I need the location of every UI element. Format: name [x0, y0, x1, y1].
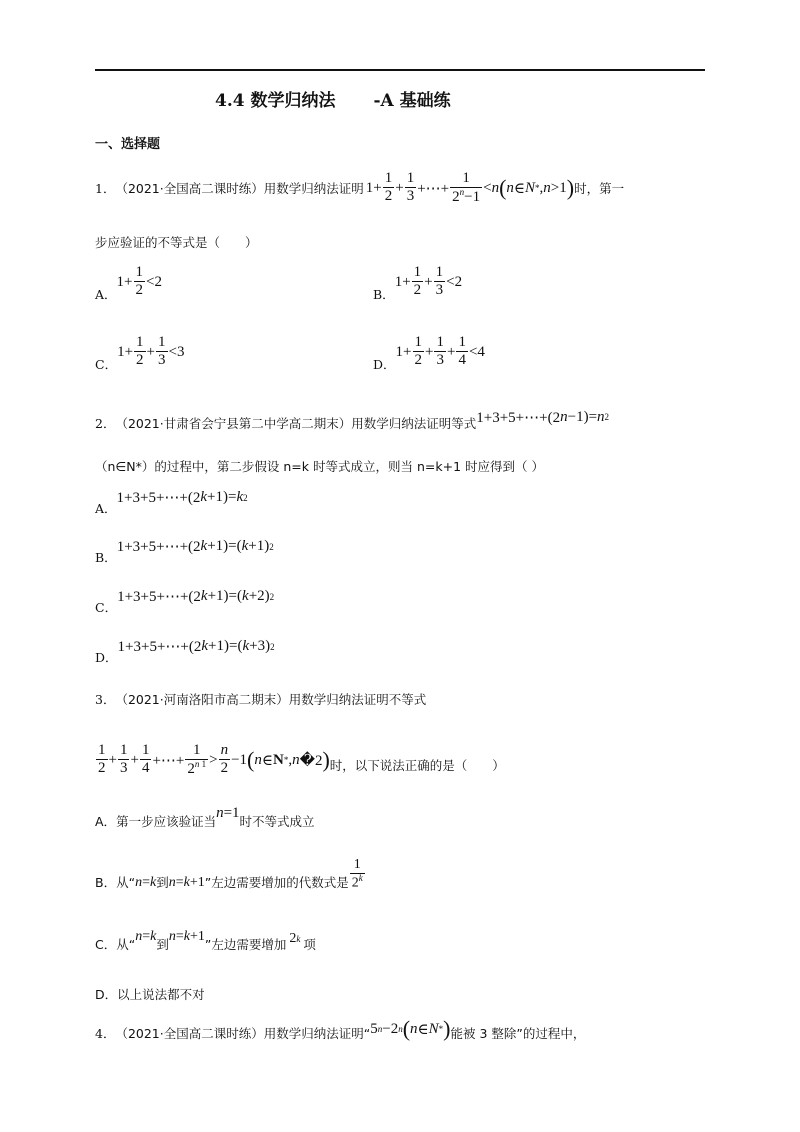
question-source: （2021·河南洛阳市高二期末） [115, 692, 289, 707]
option-label: B． [95, 874, 117, 890]
option-formula: 1+ $\frac{1}{2}$ + $\frac{1}{3}$ <2 [394, 264, 463, 299]
option-1c[interactable] [95, 332, 184, 372]
option-text: 从“ [116, 874, 136, 890]
question-2-line2: （n∈N*）的过程中，第二步假设 n=k 时等式成立，则当 n=k+1 时应得到（ ） [95, 459, 544, 474]
formula-q4: 5 n −2 n ( n ∈ N * ) [370, 1016, 451, 1041]
option-1d[interactable] [373, 332, 485, 372]
option-2d[interactable] [95, 637, 275, 665]
question-text: 用数学归纳法证明 [263, 181, 364, 196]
question-source: （2021·全国高二课时练） [115, 181, 264, 196]
option-label: D． [95, 987, 118, 1002]
option-formula: 1+ $\frac{1}{2}$ + $\frac{1}{3}$ <3 [117, 334, 185, 369]
option-formula: 1+3+5+⋯+(2 k +1)= k 2 [116, 489, 248, 506]
option-3b[interactable] [95, 858, 366, 891]
question-source: （2021·全国高二课时练） [115, 1026, 264, 1041]
option-1a[interactable] [95, 262, 162, 302]
option-label: B． [373, 287, 395, 302]
option-label: A． [95, 814, 117, 829]
question-text-cont: 时，以下说法正确的是（ ） [329, 758, 505, 773]
option-formula: n = k [135, 874, 157, 890]
option-label: C． [95, 937, 117, 952]
question-1-line2: 步应验证的不等式是（ ） [95, 235, 258, 250]
page-title [215, 86, 451, 111]
option-formula-2: n = k +1 [168, 874, 205, 890]
option-text-mid: 到 [156, 937, 169, 952]
option-label: D． [373, 357, 396, 372]
question-text-cont: 能被 3 整除”的过程中， [450, 1026, 586, 1041]
question-number: 4． [95, 1026, 116, 1041]
option-label: A． [95, 500, 117, 516]
question-text-cont: 时，第一 [574, 181, 625, 196]
question-number: 1． [95, 181, 116, 196]
option-formula-3: 2 k [289, 931, 301, 946]
option-formula: 1+3+5+⋯+(2 k +1)=( k +3) 2 [117, 638, 275, 655]
option-1b[interactable] [373, 262, 462, 302]
option-text-end: 项 [303, 937, 316, 952]
option-text-cont: 时不等式成立 [239, 814, 315, 829]
question-2-line1 [95, 408, 609, 438]
option-2c[interactable] [95, 587, 275, 615]
option-2b[interactable] [95, 537, 274, 565]
option-text: 第一步应该验证当 [116, 814, 217, 829]
option-formula: 1+ $\frac{1}{2}$ + $\frac{1}{3}$ + $\frac{1}{4}$ <4 [395, 334, 485, 369]
question-3-line1 [95, 690, 426, 708]
formula-q1: 1+ $\frac{1}{2}$ + $\frac{1}{3}$ +⋯+ $\frac{1}{2^n-1}$ < n ( n ∈ N * , n >1 ) [365, 169, 575, 205]
question-4-line1 [95, 1018, 585, 1048]
option-formula-3: $\frac{1}{2^k}$ [351, 857, 363, 891]
option-formula: 1+3+5+⋯+(2 k +1)=( k +2) 2 [117, 588, 275, 605]
option-label: A． [95, 287, 117, 302]
formula-q3: $\frac{1}{2}$ + $\frac{1}{3}$ + $\frac{1}{4}$ +⋯+ $\frac{1}{2^{n 1}}$ > $\frac{n}{2}$ −1 ( n ∈ N * , n �2 ) [98, 741, 330, 777]
question-number: 3． [95, 692, 116, 707]
option-label: D． [95, 649, 118, 665]
option-formula: 1+ $\frac{1}{2}$ <2 [116, 264, 162, 299]
option-formula-2: n = k +1 [168, 929, 205, 944]
option-formula: n =1 [216, 804, 240, 821]
question-3-line2 [95, 738, 505, 782]
header-rule [95, 69, 705, 71]
option-text: 以上说法都不对 [117, 987, 205, 1002]
title-left: 4.4 数学归纳法 [215, 91, 336, 111]
question-text: 用数学归纳法证明不等式 [288, 692, 427, 707]
option-formula: 1+3+5+⋯+(2 k +1)=( k +1) 2 [116, 538, 274, 555]
option-text-mid: 到 [156, 874, 169, 890]
option-3d[interactable] [95, 985, 205, 1003]
question-number: 2． [95, 416, 116, 431]
option-formula: n = k [135, 929, 157, 944]
question-text: 用数学归纳法证明等式 [351, 416, 477, 431]
option-label: C． [95, 357, 118, 372]
section-heading: 一、选择题 [95, 137, 161, 152]
option-3a[interactable] [95, 804, 315, 830]
option-text-cont: ”左边需要增加 [204, 937, 287, 952]
question-1-line1 [95, 166, 624, 210]
question-text: 用数学归纳法证明“ [263, 1026, 371, 1041]
formula-q2: 1+3+5+⋯+(2 n −1)= n 2 [476, 408, 610, 426]
option-text: 从“ [116, 937, 136, 952]
option-label: C． [95, 599, 118, 615]
title-right: -A 基础练 [373, 91, 451, 111]
option-text-cont: ”左边需要增加的代数式是 [204, 874, 349, 890]
option-label: B． [95, 549, 117, 565]
option-3c[interactable] [95, 929, 316, 953]
option-2a[interactable] [95, 488, 248, 516]
question-source: （2021·甘肃省会宁县第二中学高二期末） [115, 416, 352, 431]
